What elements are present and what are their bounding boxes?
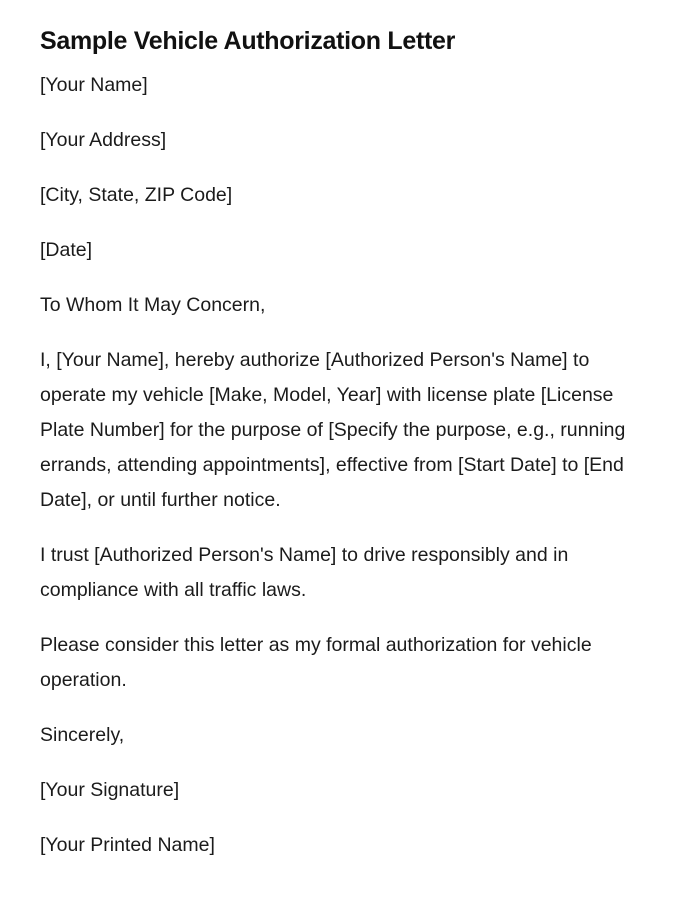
document-title: Sample Vehicle Authorization Letter [40,27,456,55]
salutation: To Whom It May Concern, [40,294,266,316]
letter-date: [Date] [40,239,93,261]
letter-document [40,0,655,863]
body-paragraph-authorization: I, [Your Name], hereby authorize [Authorized Person's Name] to operate my vehicle [Make, Model, Year] with license plate [License Plate Number] for the purpose of [Specify the purpose, e.g., running errands, attending appointments], effective from [Start Date] to [End Date], or until further notice. [40,349,626,511]
signature-line: [Your Signature] [40,779,180,801]
body-paragraph-trust: I trust [Authorized Person's Name] to drive responsibly and in compliance with all traffic laws. [40,544,569,601]
closing: Sincerely, [40,724,125,746]
sender-name: [Your Name] [40,74,148,96]
sender-city-state-zip: [City, State, ZIP Code] [40,184,233,206]
body-paragraph-formal: Please consider this letter as my formal authorization for vehicle operation. [40,634,592,691]
sender-address: [Your Address] [40,129,167,151]
printed-name-line: [Your Printed Name] [40,834,215,856]
